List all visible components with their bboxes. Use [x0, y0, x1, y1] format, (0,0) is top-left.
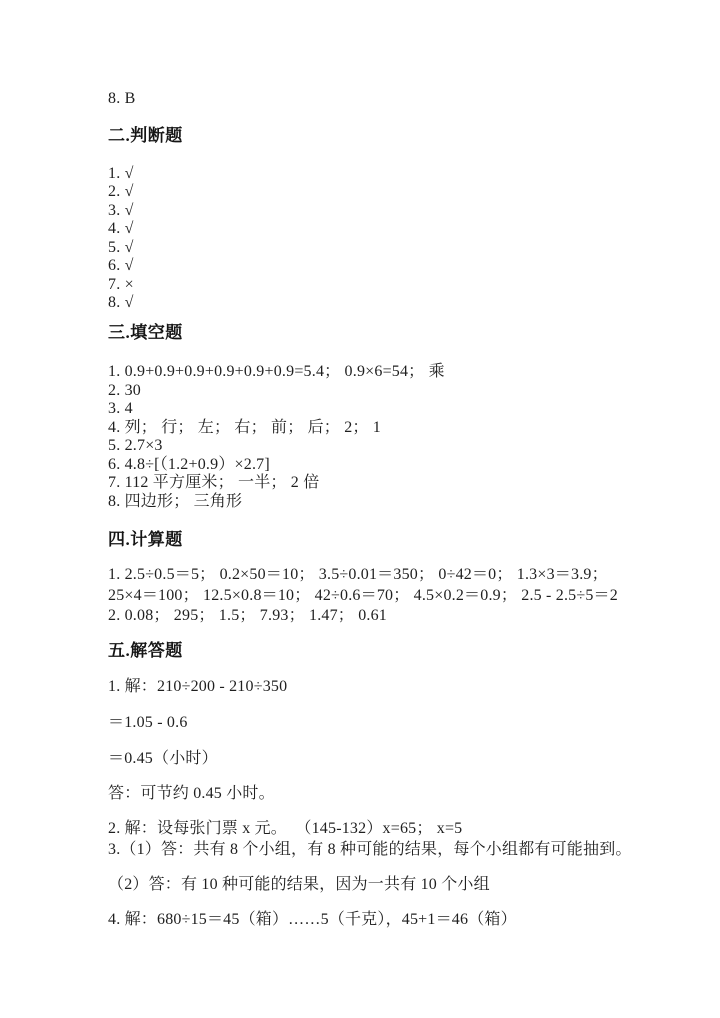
word-answer-2: 2. 解：设每张门票 x 元。 （145-132）x=65； x=5: [108, 820, 463, 837]
judgment-answer-8: 8. √: [108, 294, 134, 311]
heading-judgment: 二.判断题: [108, 126, 183, 145]
word-answer-3-part-1: 3.（1）答：共有 8 个小组，有 8 种可能的结果，每个小组都有可能抽到。: [108, 841, 632, 858]
word-answer-1-step-1: 1. 解：210÷200 - 210÷350: [108, 678, 288, 695]
calc-answer-1a: 1. 2.5÷0.5＝5； 0.2×50＝10； 3.5÷0.01＝350； 0÷42＝0； 1.3×3＝3.9；: [108, 566, 608, 583]
heading-fill-blank: 三.填空题: [108, 323, 183, 342]
calc-answer-2: 2. 0.08； 295； 1.5； 7.93； 1.47； 0.61: [108, 607, 388, 624]
heading-word-problems: 五.解答题: [108, 641, 183, 660]
fill-answer-2: 2. 30: [108, 382, 141, 399]
judgment-answer-7: 7. ×: [108, 276, 134, 293]
judgment-answer-3: 3. √: [108, 202, 134, 219]
fill-answer-3: 3. 4: [108, 400, 133, 417]
fill-answer-6: 6. 4.8÷[（1.2+0.9）×2.7]: [108, 456, 270, 473]
heading-calculation: 四.计算题: [108, 530, 183, 549]
judgment-answer-5: 5. √: [108, 239, 134, 256]
fill-answer-7: 7. 112 平方厘米； 一半； 2 倍: [108, 474, 320, 491]
word-answer-1-step-3: ＝0.45（小时）: [108, 750, 218, 767]
judgment-answer-6: 6. √: [108, 257, 134, 274]
fill-answer-8: 8. 四边形； 三角形: [108, 493, 243, 510]
word-answer-3-part-2: （2）答：有 10 种可能的结果，因为一共有 10 个小组: [108, 876, 490, 893]
judgment-answer-1: 1. √: [108, 165, 134, 182]
word-answer-1-conclusion: 答：可节约 0.45 小时。: [108, 785, 275, 802]
calc-answer-1b: 25×4＝100； 12.5×0.8＝10； 42÷0.6＝70； 4.5×0.2＝0.9； 2.5 - 2.5÷5＝2: [108, 587, 618, 604]
judgment-answer-2: 2. √: [108, 183, 134, 200]
judgment-answer-4: 4. √: [108, 220, 134, 237]
fill-answer-1: 1. 0.9+0.9+0.9+0.9+0.9+0.9=5.4； 0.9×6=54； 乘: [108, 363, 445, 380]
fill-answer-5: 5. 2.7×3: [108, 437, 163, 454]
choice-answer-8: 8. B: [108, 90, 136, 107]
word-answer-1-step-2: ＝1.05 - 0.6: [108, 714, 188, 731]
word-answer-4: 4. 解：680÷15＝45（箱）……5（千克），45+1＝46（箱）: [108, 911, 517, 928]
fill-answer-4: 4. 列； 行； 左； 右； 前； 后； 2； 1: [108, 419, 382, 436]
